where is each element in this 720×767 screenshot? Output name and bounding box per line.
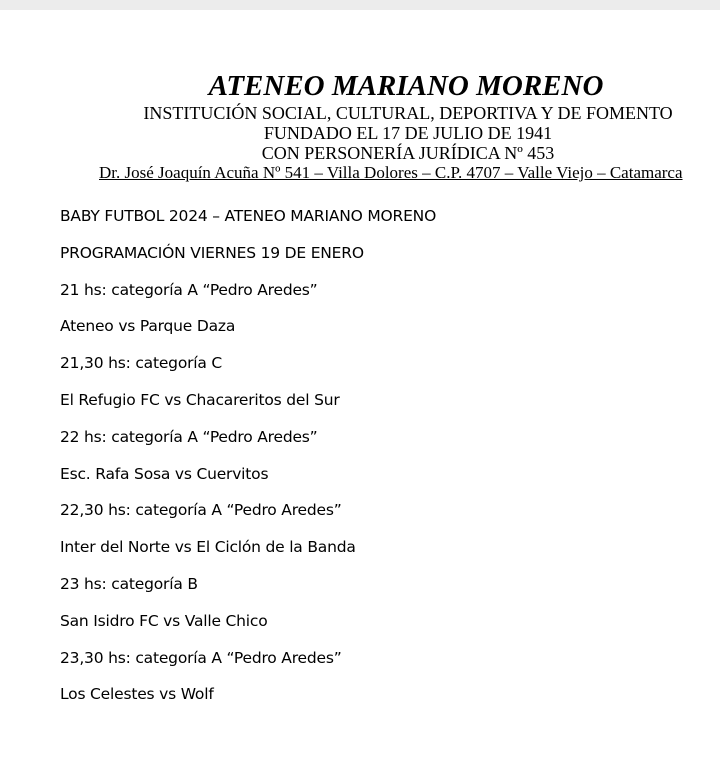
- institution-address: Dr. José Joaquín Acuña Nº 541 – Villa Dolores – C.P. 4707 – Valle Viejo – Catamarca: [99, 163, 683, 182]
- schedule-title: PROGRAMACIÓN VIERNES 19 DE ENERO: [60, 243, 364, 262]
- match-teams: Inter del Norte vs El Ciclón de la Banda: [60, 538, 356, 557]
- institution-name: ATENEO MARIANO MORENO: [208, 70, 604, 102]
- legal-status: CON PERSONERÍA JURÍDICA Nº 453: [261, 143, 555, 163]
- match-time-category: 21 hs: categoría A “Pedro Aredes”: [60, 280, 318, 299]
- match-time-category: 22,30 hs: categoría A “Pedro Aredes”: [60, 501, 342, 520]
- match-time-category: 22 hs: categoría A “Pedro Aredes”: [60, 427, 318, 446]
- match-time-category: 21,30 hs: categoría C: [60, 354, 223, 373]
- match-time-category: 23 hs: categoría B: [60, 574, 198, 593]
- institution-description: INSTITUCIÓN SOCIAL, CULTURAL, DEPORTIVA Y DE FOMENTO: [143, 103, 673, 123]
- event-title: BABY FUTBOL 2024 – ATENEO MARIANO MORENO: [60, 207, 437, 225]
- match-teams: Los Celestes vs Wolf: [60, 685, 214, 704]
- match-teams: San Isidro FC vs Valle Chico: [60, 611, 268, 630]
- match-time-category: 23,30 hs: categoría A “Pedro Aredes”: [60, 648, 342, 667]
- founding-date: FUNDADO EL 17 DE JULIO DE 1941: [263, 123, 553, 143]
- match-teams: Esc. Rafa Sosa vs Cuervitos: [60, 464, 269, 483]
- match-teams: Ateneo vs Parque Daza: [60, 317, 236, 336]
- program-body: [60, 205, 436, 720]
- match-teams: El Refugio FC vs Chacareritos del Sur: [60, 390, 340, 409]
- top-strip: [0, 0, 720, 10]
